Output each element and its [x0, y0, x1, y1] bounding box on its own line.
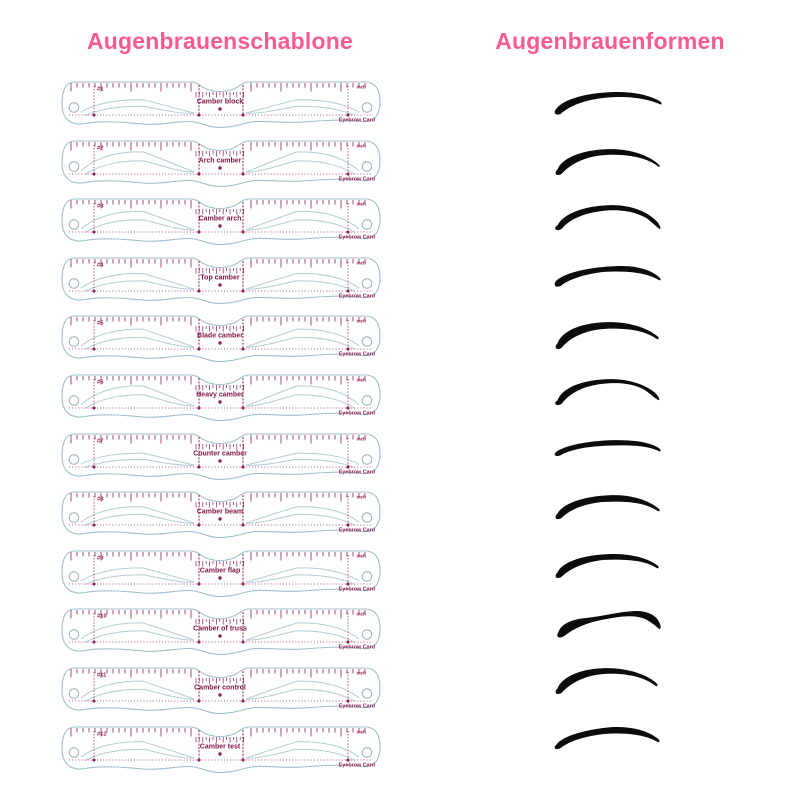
left-hole	[69, 220, 79, 230]
eyebrow-shape-column	[549, 84, 675, 794]
card-number: #9	[97, 555, 104, 562]
stencil-card	[55, 135, 385, 191]
card-style-name: Camber block	[196, 98, 244, 106]
stencil-card	[55, 76, 385, 132]
brand-label: Eyebrow Card	[338, 527, 375, 534]
unit-label: inch	[356, 84, 366, 90]
center-dot	[218, 576, 221, 579]
card-style-name: Heavy camber	[196, 391, 244, 399]
right-hole	[362, 337, 372, 347]
stencil-card-graphic	[55, 252, 385, 308]
card-style-name: Top camber	[200, 274, 240, 282]
eyebrow-shape-graphic	[549, 661, 673, 705]
brand-label: Eyebrow Card	[338, 703, 375, 710]
card-style-name: Camber beam	[196, 508, 244, 516]
right-hole	[362, 278, 372, 288]
eyebrow-shape-graphic	[549, 373, 673, 417]
left-hole	[69, 337, 79, 347]
stencil-card-graphic	[55, 310, 385, 366]
eyebrow-shape	[549, 373, 673, 417]
stencil-card	[55, 369, 385, 425]
card-number: #2	[97, 145, 104, 152]
stencil-card	[55, 662, 385, 718]
stencil-card-graphic	[55, 428, 385, 484]
stencil-card	[55, 486, 385, 542]
eyebrow-shape-graphic	[549, 719, 673, 763]
card-style-name: Camber test	[199, 743, 241, 751]
eyebrow-shape-graphic	[549, 257, 673, 301]
stencil-card-graphic	[55, 135, 385, 191]
brand-label: Eyebrow Card	[338, 410, 375, 417]
unit-label: inch	[356, 553, 366, 559]
brand-label: Eyebrow Card	[338, 644, 375, 651]
unit-label: inch	[356, 436, 366, 442]
eyebrow-shape	[549, 488, 673, 532]
stencil-card	[55, 252, 385, 308]
left-hole	[69, 747, 79, 757]
left-hole	[69, 513, 79, 523]
card-number: #3	[97, 203, 104, 210]
brand-label: Eyebrow Card	[338, 586, 375, 593]
card-number: #11	[97, 672, 107, 679]
unit-label: inch	[356, 143, 366, 149]
center-dot	[218, 342, 221, 345]
right-hole	[362, 571, 372, 581]
stencil-card-graphic	[55, 721, 385, 777]
left-hole	[69, 454, 79, 464]
stencil-card-graphic	[55, 369, 385, 425]
right-hole	[362, 747, 372, 757]
eyebrow-shape	[549, 199, 673, 243]
eyebrow-shape	[549, 142, 673, 186]
eyebrow-shape	[549, 719, 673, 763]
center-dot	[218, 752, 221, 755]
stencil-card	[55, 193, 385, 249]
right-hole	[362, 630, 372, 640]
eyebrow-shape	[549, 661, 673, 705]
center-dot	[218, 517, 221, 520]
card-style-name: Camber control	[194, 684, 246, 692]
left-hole	[69, 571, 79, 581]
stencil-card-graphic	[55, 545, 385, 601]
stencil-column	[55, 76, 385, 786]
center-dot	[218, 283, 221, 286]
eyebrow-shape-graphic	[549, 315, 673, 359]
left-hole	[69, 630, 79, 640]
eyebrow-shape	[549, 430, 673, 474]
unit-label: inch	[356, 494, 366, 500]
right-column-title: Augenbrauenformen	[495, 28, 725, 54]
unit-label: inch	[356, 318, 366, 324]
left-hole	[69, 396, 79, 406]
unit-label: inch	[356, 377, 366, 383]
brand-label: Eyebrow Card	[338, 469, 375, 476]
stencil-card	[55, 428, 385, 484]
eyebrow-shape-graphic	[549, 546, 673, 590]
eyebrow-shape-graphic	[549, 84, 673, 128]
brand-label: Eyebrow Card	[338, 293, 375, 300]
eyebrow-shape	[549, 257, 673, 301]
eyebrow-shape	[549, 315, 673, 359]
center-dot	[218, 166, 221, 169]
left-hole	[69, 161, 79, 171]
eyebrow-shape	[549, 84, 673, 128]
unit-label: inch	[356, 729, 366, 735]
card-number: #8	[97, 496, 104, 503]
right-hole	[362, 396, 372, 406]
left-column-title: Augenbrauenschablone	[87, 28, 353, 54]
card-style-name: Blade camber	[197, 332, 243, 340]
eyebrow-shape	[549, 603, 673, 647]
right-hole	[362, 513, 372, 523]
right-hole	[362, 454, 372, 464]
card-style-name: Arch camber	[198, 157, 242, 165]
center-dot	[218, 224, 221, 227]
center-dot	[218, 400, 221, 403]
left-hole	[69, 103, 79, 113]
right-hole	[362, 689, 372, 699]
center-dot	[218, 635, 221, 638]
stencil-card-graphic	[55, 76, 385, 132]
card-number: #10	[97, 613, 107, 620]
unit-label: inch	[356, 260, 366, 266]
right-hole	[362, 220, 372, 230]
brand-label: Eyebrow Card	[338, 117, 375, 124]
stencil-card-graphic	[55, 662, 385, 718]
card-style-name: Camber arch	[198, 215, 242, 223]
center-dot	[218, 107, 221, 110]
eyebrow-shape-graphic	[549, 142, 673, 186]
eyebrow-shape-graphic	[549, 199, 673, 243]
right-hole	[362, 161, 372, 171]
card-style-name: Camber of truss	[193, 625, 247, 633]
unit-label: inch	[356, 201, 366, 207]
left-hole	[69, 689, 79, 699]
brand-label: Eyebrow Card	[338, 234, 375, 241]
unit-label: inch	[356, 611, 366, 617]
brand-label: Eyebrow Card	[338, 762, 375, 769]
eyebrow-shape-graphic	[549, 603, 673, 647]
stencil-card	[55, 545, 385, 601]
stencil-card	[55, 310, 385, 366]
stencil-card-graphic	[55, 193, 385, 249]
card-number: #12	[97, 731, 107, 738]
card-number: #5	[97, 320, 104, 327]
right-hole	[362, 103, 372, 113]
stencil-card	[55, 603, 385, 659]
left-hole	[69, 278, 79, 288]
brand-label: Eyebrow Card	[338, 176, 375, 183]
eyebrow-shape	[549, 546, 673, 590]
card-number: #6	[97, 379, 104, 386]
brand-label: Eyebrow Card	[338, 351, 375, 358]
eyebrow-shape-graphic	[549, 430, 673, 474]
card-style-name: Camber flap	[199, 567, 241, 575]
stencil-card-graphic	[55, 603, 385, 659]
stencil-card-graphic	[55, 486, 385, 542]
unit-label: inch	[356, 670, 366, 676]
card-style-name: Counter camber	[193, 450, 247, 458]
card-number: #4	[97, 262, 104, 269]
card-number: #7	[97, 438, 104, 445]
center-dot	[218, 459, 221, 462]
eyebrow-shape-graphic	[549, 488, 673, 532]
stencil-card	[55, 721, 385, 777]
center-dot	[218, 693, 221, 696]
card-number: #1	[97, 86, 104, 93]
